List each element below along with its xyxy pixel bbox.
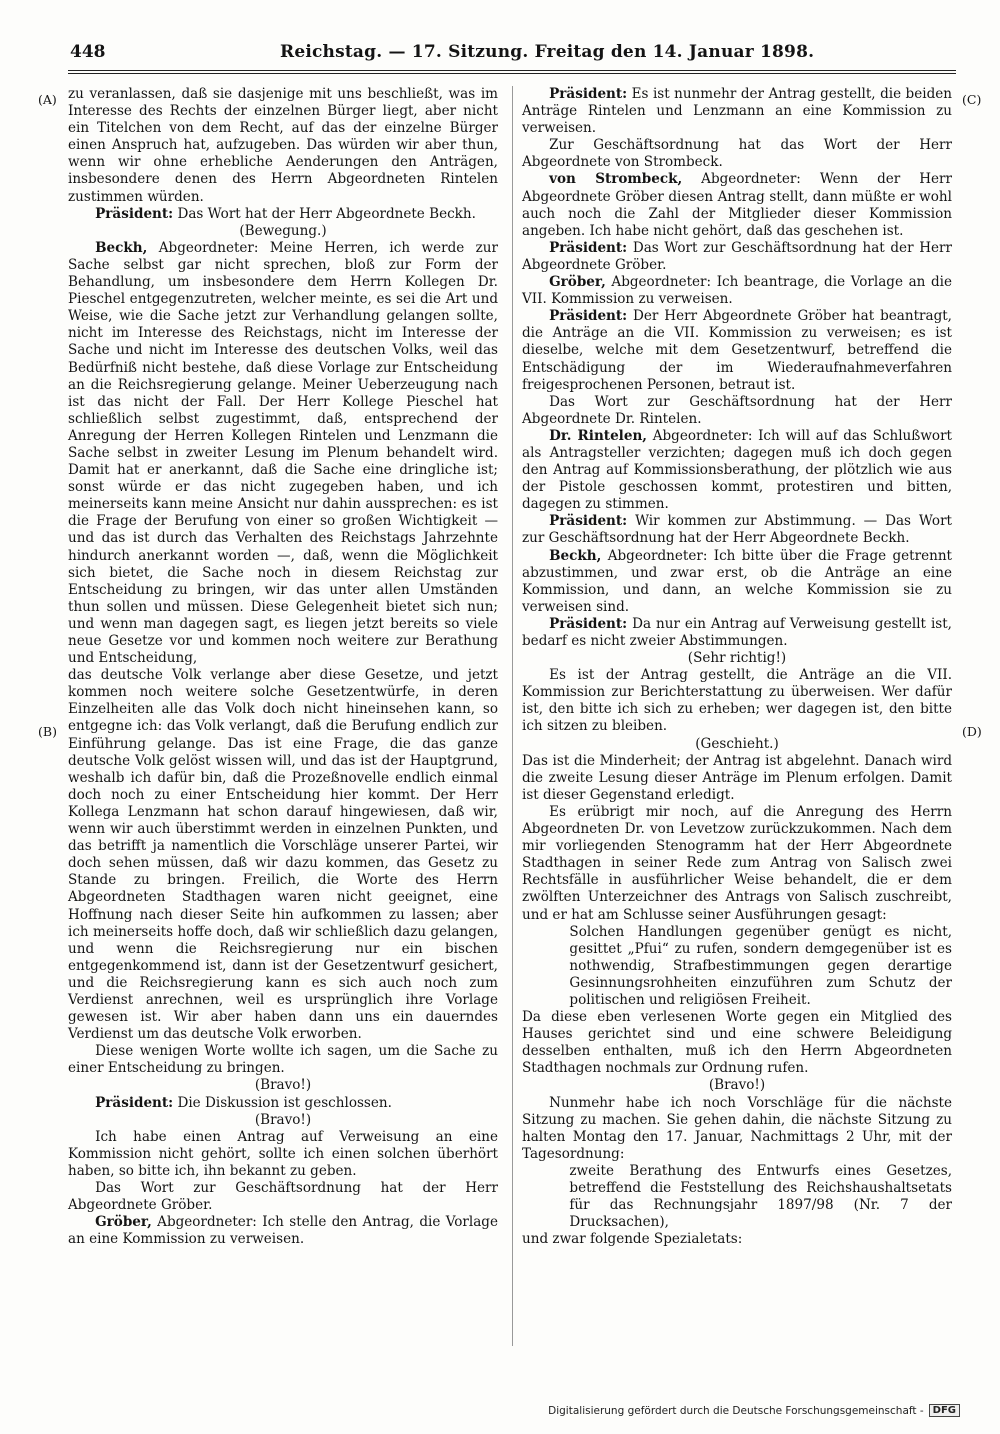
interjection: (Bravo!) xyxy=(708,1077,766,1094)
paragraph: Es erübrigt mir noch, auf die Anregung des Herrn Abgeordneten Dr. von Levetzow zurückzukommen. Nach dem mir vorliegenden Stenogramm hat der Herr Abgeordnete Stadthagen in seiner Rede zum Antrag von Salisch zwei Rechtsfälle in ausführlicher Weise behandelt, die er dem zwölften Unterzeichner des Antrags von Salisch zuschreibt, und er hat am Schlusse seiner Ausführungen gesagt: xyxy=(522,803,952,923)
paragraph: Präsident: Die Diskussion ist geschlossen. xyxy=(95,1094,392,1111)
paragraph: Beckh, Abgeordneter: Ich bitte über die Frage getrennt abzustimmen, und zwar erst, ob die Anträge an eine Kommission, und dann, an welche Kommission sie zu verweisen sind. xyxy=(522,547,952,615)
margin-marker-c: (C) xyxy=(962,92,982,107)
paragraph: Es ist der Antrag gestellt, die Anträge an die VII. Kommission zur Berichterstattung zu überweisen. Wer dafür ist, den bitte ich sich zu erheben; wer dagegen ist, den bitte ich sitzen zu bleiben. xyxy=(522,667,952,735)
interjection: (Bewegung.) xyxy=(239,222,327,239)
paragraph: Präsident: Wir kommen zur Abstimmung. — Das Wort zur Geschäftsordnung hat der Herr Abgeordnete Beckh. xyxy=(522,513,952,547)
paragraph: Zur Geschäftsordnung hat das Wort der Herr Abgeordnete von Strombeck. xyxy=(522,137,952,171)
speaker: Präsident: xyxy=(95,1094,174,1111)
paragraph: Ich habe einen Antrag auf Verweisung an eine Kommission nicht gehört, sollte ich einen solchen überhört haben, so bitte ich, ihn bekannt zu geben. xyxy=(68,1128,498,1179)
paragraph: und zwar folgende Spezialetats: xyxy=(522,1231,743,1248)
interjection: (Sehr richtig!) xyxy=(687,650,787,667)
paragraph: zu veranlassen, daß sie dasjenige mit uns beschließt, was im Interesse des Rechts der einzelnen Bürger liegt, aber nicht ein Titelchen von dem Recht, auf das der einzelne Bürger einen Anspruch hat, aufzugeben. Das würden wir aber thun, wenn wir ohne erhebliche Aenderungen den Anträgen, insbesondere denen des Herrn Abgeordneten Rintelen zustimmen würden. xyxy=(68,86,498,205)
paragraph: Nunmehr habe ich noch Vorschläge für die nächste Sitzung zu machen. Sie gehen dahin, die nächste Sitzung zu halten Montag den 17. Januar, Nachmittags 2 Uhr, mit der Tagesordnung: xyxy=(522,1094,952,1162)
paragraph: Präsident: Da nur ein Antrag auf Verweisung gestellt ist, bedarf es nicht zweier Abstimmungen. xyxy=(522,615,952,649)
margin-marker-d: (D) xyxy=(962,724,982,739)
paragraph: Präsident: Der Herr Abgeordnete Gröber hat beantragt, die Anträge an die VII. Kommission zu verweisen; es ist dieselbe, welche mit dem Gesetzentwurf, betreffend die Entschädigung der im Wiederaufnahmeverfahren freigesprochenen Personen, betraut ist. xyxy=(522,308,952,393)
margin-marker-a: (A) xyxy=(38,92,57,107)
speaker: Dr. Rintelen, xyxy=(549,427,648,444)
speaker: Gröber, xyxy=(549,274,606,291)
paragraph: Das Wort zur Geschäftsordnung hat der Herr Abgeordnete Gröber. xyxy=(68,1180,498,1214)
paragraph: Präsident: Es ist nunmehr der Antrag gestellt, die beiden Anträge Rintelen und Lenzmann an eine Kommission zu verweisen. xyxy=(522,86,952,137)
margin-marker-b: (B) xyxy=(38,724,57,739)
paragraph: von Strombeck, Abgeordneter: Wenn der Herr Abgeordnete Gröber diesen Antrag stellt, dann müßte er wohl auch noch die Zahl der Mitglieder dieser Kommission angeben. Ich habe nicht gehört, daß das geschehen ist. xyxy=(522,171,952,239)
right-column xyxy=(522,86,952,1248)
speaker: Präsident: xyxy=(95,205,174,222)
header-rule xyxy=(68,70,956,71)
dfg-logo-icon: DFG xyxy=(929,1404,960,1417)
paragraph: das deutsche Volk verlange aber diese Gesetze, und jetzt kommen noch weitere solche Gesetzentwürfe, in deren Einzelheiten alle das Volk doch nicht hineinsehen kann, so entgegne ich: das Volk verlangt, daß die Berufung endlich zur Einführung gelange. Das ist eine Frage, die das ganze deutsche Volk gelöst wissen will, und das ist der Hauptgrund, weshalb ich dafür bin, daß die Prozeßnovelle endlich einmal doch noch zu einer Entscheidung hier kommt. Der Herr Kollega Lenzmann hat schon darauf hingewiesen, daß wir, wenn wir auch überstimmt werden in einzelnen Punkten, und das betrifft ja namentlich die Vorschläge unserer Partei, wir doch sehen müssen, daß wir dazu kommen, das Gesetz zu Stande zu bringen. Freilich, die Worte des Herrn Abgeordneten Stadthagen waren nicht geeignet, eine Hoffnung nach dieser Seite hin aufkommen zu lassen; aber ich meinerseits hoffe doch, daß wir schließlich dazu gelangen, und wenn die Reichsregierung nur ein bischen entgegenkommend ist, dann ist der Gesetzentwurf gesichert, und die Reichsregierung kann es sich auch noch zum Verdienst anrechnen, weil es ursprünglich ihre Vorlage gewesen ist. Wir aber haben dann uns ein dauerndes Verdienst um das deutsche Volk erworben. xyxy=(68,667,498,1043)
page-number: 448 xyxy=(70,42,106,62)
paragraph: Gröber, Abgeordneter: Ich stelle den Antrag, die Vorlage an eine Kommission zu verweisen. xyxy=(68,1214,498,1248)
paragraph: Präsident: Das Wort zur Geschäftsordnung hat der Herr Abgeordnete Gröber. xyxy=(522,239,952,273)
paragraph: Dr. Rintelen, Abgeordneter: Ich will auf das Schlußwort als Antragsteller verzichten; dagegen muß ich doch gegen den Antrag auf Kommissionsberathung, der plötzlich wie aus der Pistole geschossen kommt, protestiren und bitten, dagegen zu stimmen. xyxy=(522,427,952,513)
paragraph: Präsident: Das Wort hat der Herr Abgeordnete Beckh. xyxy=(95,205,476,222)
running-title: Reichstag. — 17. Sitzung. Freitag den 14. Januar 1898. xyxy=(280,42,815,62)
speaker: Beckh, xyxy=(95,239,148,256)
speaker: Präsident: xyxy=(549,513,628,530)
paragraph: Beckh, Abgeordneter: Meine Herren, ich werde zur Sache selbst gar nicht sprechen, bloß zur Form der Behandlung, um insbesondere dem Herrn Kollegen Dr. Pieschel entgegenzutreten, welcher meinte, es sei die Art und Weise, wie die Sache jetzt zur Verhandlung gelangen sollte, nicht im Interesse des Reichstags, nicht im Interesse der Sache und nicht im Interesse des deutschen Volks, weil das Bedürfniß nicht bestehe, daß diese Vorlage zur Entscheidung an die Reichsregierung gelange. Meiner Ueberzeugung nach ist das nicht der Fall. Der Herr Kollege Pieschel hat schließlich selbst zugestimmt, daß, entsprechend der Anregung der Herren Kollegen Rintelen und Lenzmann die Sache selbst in zweiter Lesung im Plenum behandelt wird. Damit hat er anerkannt, daß die Sache eine dringliche ist; sonst würde er das nicht zugegeben haben, und ich meinerseits kann meine Ansicht nur dahin aussprechen: es ist die Frage der Berufung von einer so großen Wichtigkeit — und das ist durch das Verhalten des Reichstags Jahrzehnte hindurch anerkannt worden —, daß, wenn die Möglichkeit sich bietet, die Sache noch in diesem Reichstag zur Entscheidung zu bringen, wir das unter allen Umständen thun sollen und müssen. Diese Gelegenheit bietet sich nun; und wenn man dagegen sagt, es liegen jetzt bereits so viele neue Gesetze vor und kommen noch weitere zur Berathung und Entscheidung, xyxy=(68,239,498,667)
speaker: Beckh, xyxy=(549,547,602,564)
paragraph: Diese wenigen Worte wollte ich sagen, um die Sache zu einer Entscheidung zu bringen. xyxy=(68,1043,498,1077)
interjection: (Bravo!) xyxy=(254,1077,312,1094)
agenda-item: zweite Berathung des Entwurfs eines Gesetzes, betreffend die Feststellung des Reichshaushaltsetats für das Rechnungsjahr 1897/98 (Nr. 7 der Drucksachen), xyxy=(569,1162,952,1231)
paragraph: Das ist die Minderheit; der Antrag ist abgelehnt. Danach wird die zweite Lesung dieser Anträge im Plenum erfolgen. Damit ist dieser Gegenstand erledigt. xyxy=(522,752,952,803)
footer xyxy=(548,1404,960,1417)
paragraph: Da diese eben verlesenen Worte gegen ein Mitglied des Hauses gerichtet sind und eine schwere Beleidigung desselben enthalten, muß ich den Herrn Abgeordneten Stadthagen nochmals zur Ordnung rufen. xyxy=(522,1009,952,1077)
paragraph: Das Wort zur Geschäftsordnung hat der Herr Abgeordnete Dr. Rintelen. xyxy=(522,393,952,427)
speaker: Präsident: xyxy=(549,615,628,632)
speaker: Präsident: xyxy=(549,308,628,325)
interjection: (Geschieht.) xyxy=(695,735,779,752)
speaker: von Strombeck, xyxy=(549,171,683,188)
left-column xyxy=(68,86,498,1248)
footer-text: Digitalisierung gefördert durch die Deutsche Forschungsgemeinschaft - xyxy=(548,1404,924,1417)
column-divider xyxy=(512,86,513,1346)
header-rule-thin xyxy=(68,73,956,74)
quotation: Solchen Handlungen gegenüber genügt es nicht, gesittet „Pfui“ zu rufen, sondern demgegenüber ist es nothwendig, Strafbestimmungen gegen derartige Gesinnungsrohheiten einzuführen zum Schutz der politischen und religiösen Freiheit. xyxy=(569,923,952,1008)
speaker: Präsident: xyxy=(549,239,628,256)
speaker: Präsident: xyxy=(549,86,628,102)
paragraph: Gröber, Abgeordneter: Ich beantrage, die Vorlage an die VII. Kommission zu verweisen. xyxy=(522,274,952,308)
interjection: (Bravo!) xyxy=(254,1111,312,1128)
speaker: Gröber, xyxy=(95,1214,152,1231)
